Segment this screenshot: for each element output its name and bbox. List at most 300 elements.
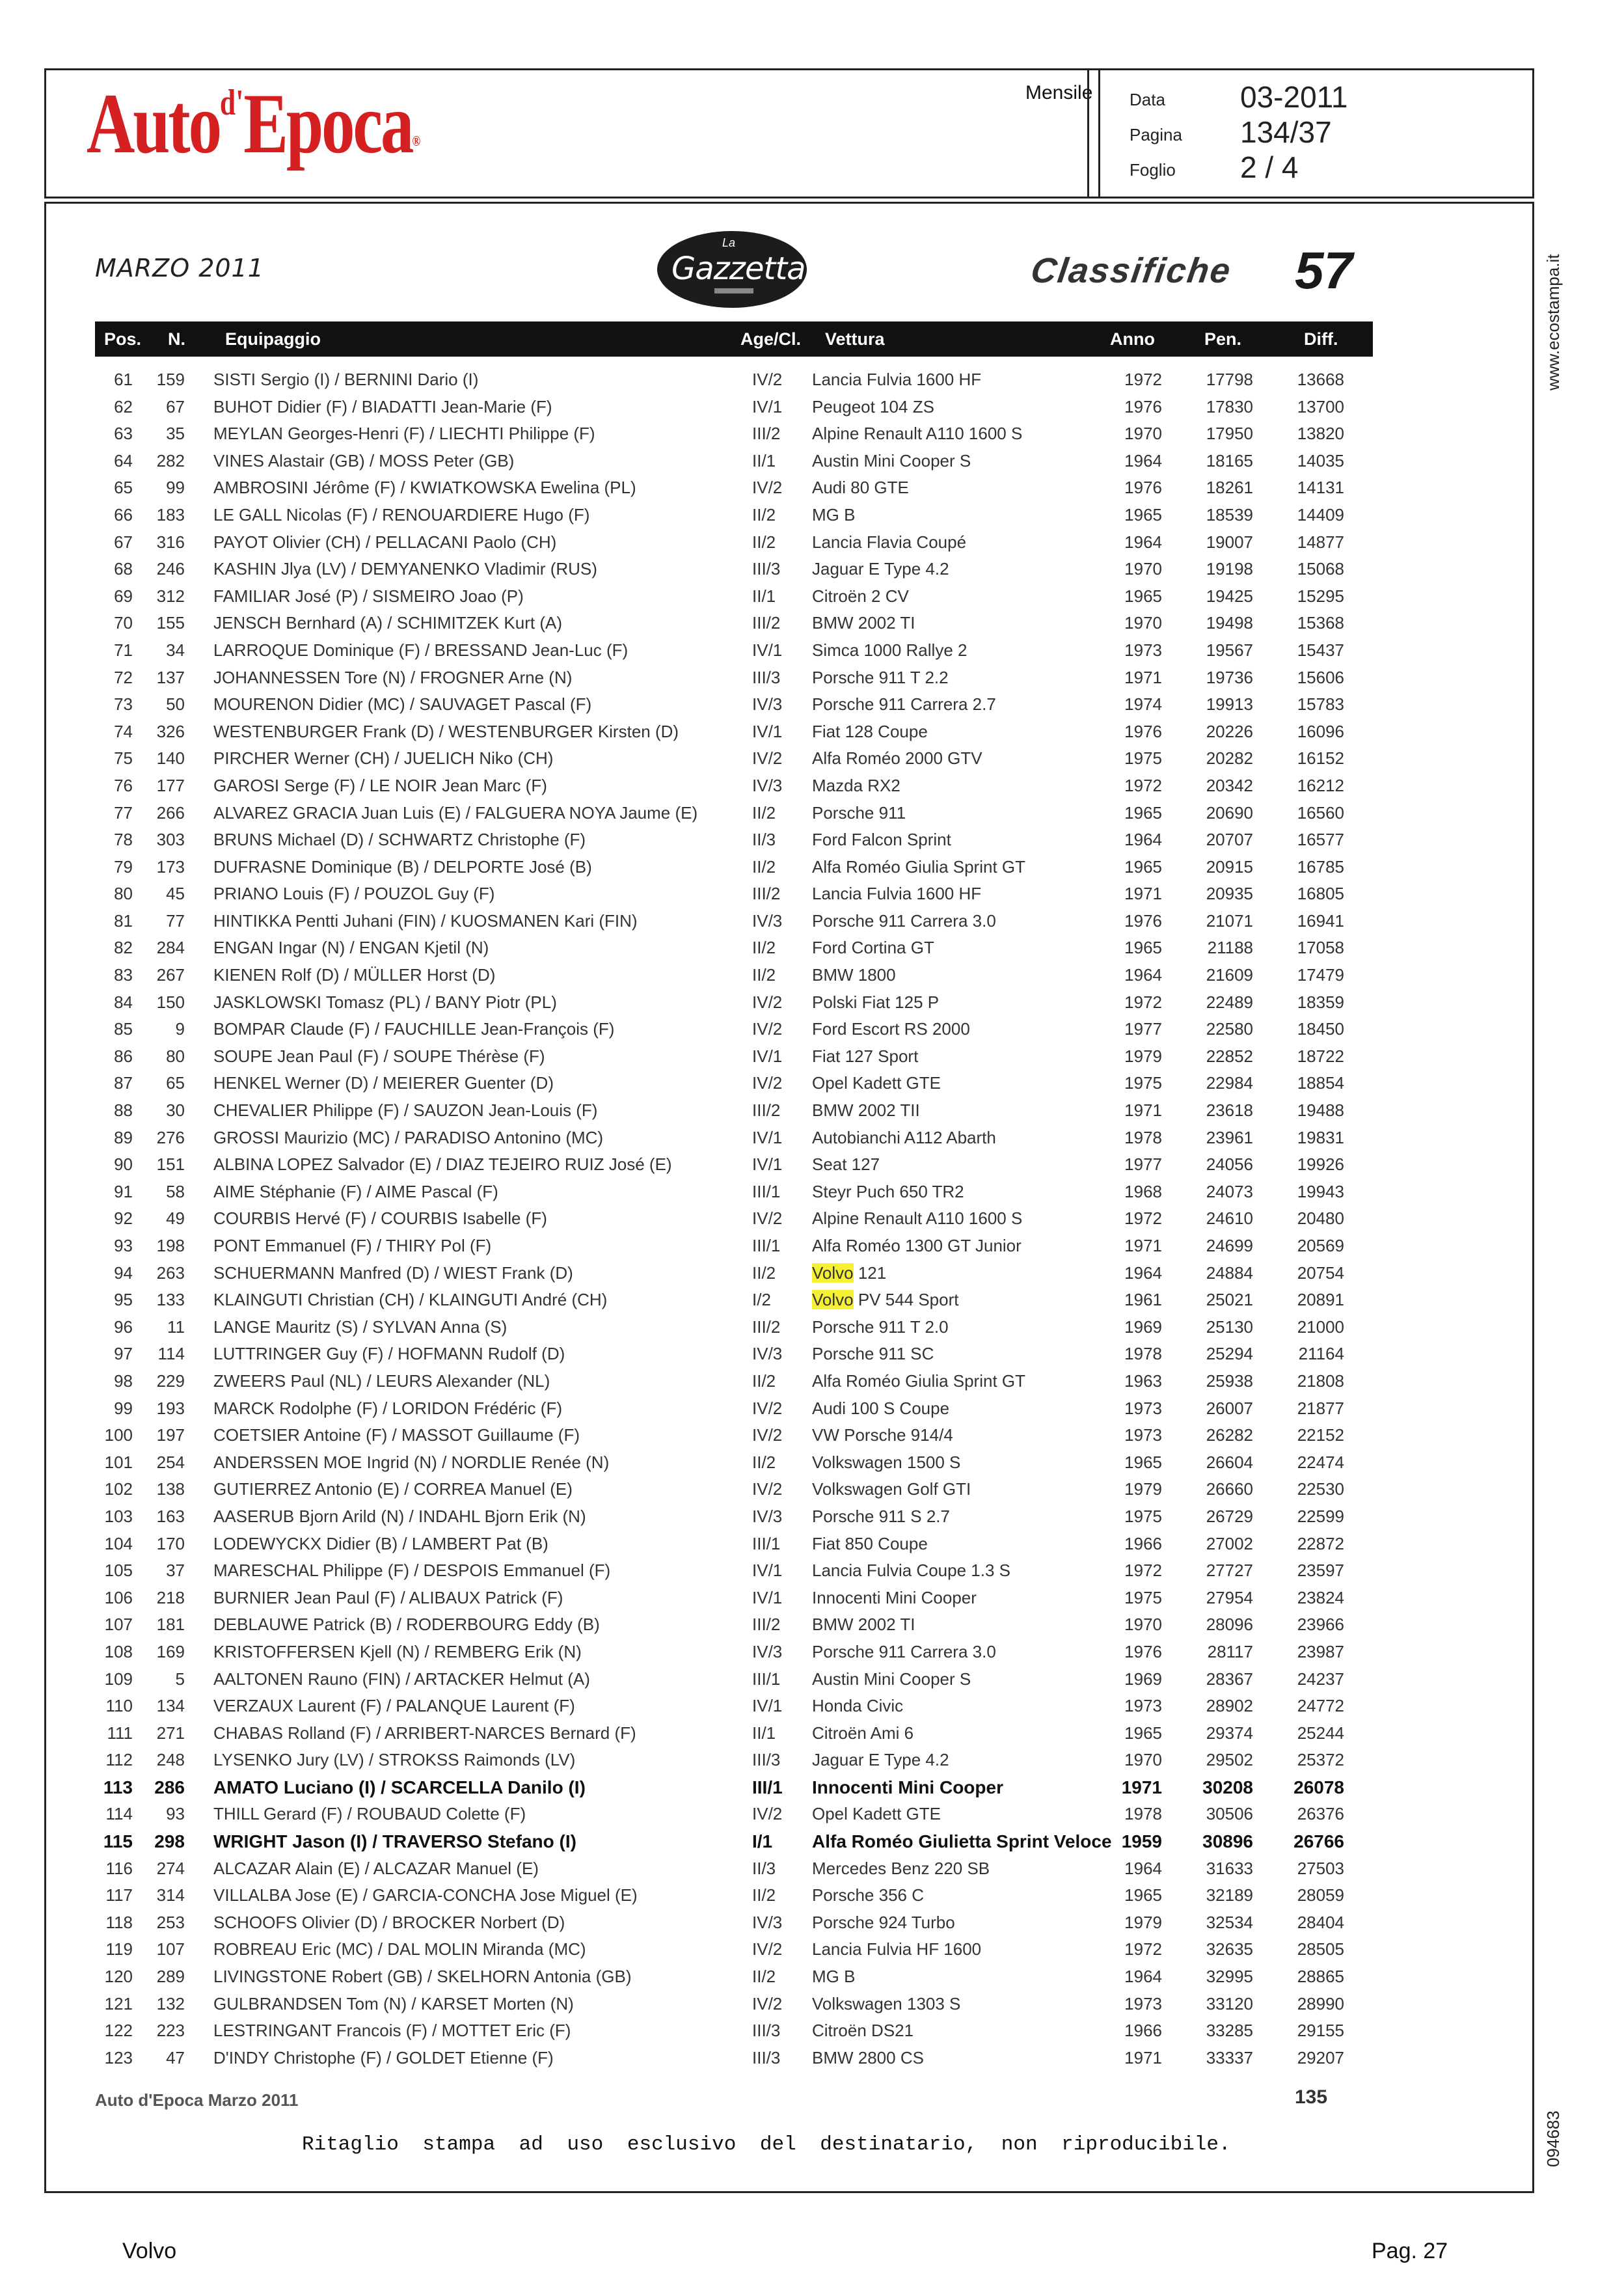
cell-pos: 71 — [114, 640, 133, 660]
cell-number: 37 — [166, 1561, 185, 1581]
cell-year: 1969 — [1124, 1669, 1162, 1689]
cell-car: Porsche 924 Turbo — [812, 1912, 955, 1932]
cell-penalty: 19425 — [1206, 586, 1253, 606]
cell-year: 1975 — [1124, 1587, 1162, 1607]
gazzetta-name: Gazzetta — [671, 251, 805, 287]
cell-penalty: 33337 — [1206, 2047, 1253, 2067]
cell-car: BMW 2800 CS — [812, 2047, 924, 2067]
cell-penalty: 21609 — [1206, 965, 1253, 985]
table-row — [95, 1935, 1373, 1963]
cell-penalty: 18539 — [1206, 504, 1253, 525]
cell-diff: 18359 — [1297, 992, 1344, 1012]
cell-diff: 14035 — [1297, 450, 1344, 471]
cell-number: 298 — [154, 1831, 185, 1852]
cell-penalty: 23961 — [1206, 1127, 1253, 1147]
cell-diff: 14131 — [1297, 478, 1344, 498]
footer-magazine-name: Auto d'Epoca — [95, 2090, 204, 2110]
cell-age-class: IV/3 — [752, 775, 783, 795]
cell-crew: WRIGHT Jason (I) / TRAVERSO Stefano (I) — [213, 1831, 576, 1852]
cell-diff: 22872 — [1297, 1533, 1344, 1553]
cell-pos: 103 — [104, 1506, 133, 1526]
page-value: 134/37 — [1240, 115, 1332, 149]
cell-pos: 65 — [114, 478, 133, 498]
cell-year: 1965 — [1124, 938, 1162, 958]
table-row — [95, 1638, 1373, 1665]
cell-number: 132 — [156, 1993, 185, 2013]
cell-crew: JENSCH Bernhard (A) / SCHIMITZEK Kurt (A) — [213, 613, 562, 633]
cell-year: 1964 — [1124, 532, 1162, 552]
cell-age-class: II/2 — [752, 1371, 776, 1391]
cell-year: 1972 — [1124, 370, 1162, 389]
cell-crew: LIVINGSTONE Robert (GB) / SKELHORN Antonia (GB) — [213, 1967, 632, 1987]
cell-pos: 108 — [104, 1641, 133, 1661]
cell-penalty: 27954 — [1206, 1587, 1253, 1607]
cell-penalty: 24610 — [1206, 1208, 1253, 1229]
cell-pos: 118 — [105, 1912, 133, 1932]
cell-car: Lancia Fulvia Coupe 1.3 S — [812, 1561, 1010, 1581]
cell-year: 1975 — [1124, 748, 1162, 769]
cell-number: 163 — [156, 1506, 185, 1526]
cell-diff: 16577 — [1297, 830, 1344, 850]
cell-penalty: 26007 — [1206, 1398, 1253, 1418]
table-row — [95, 528, 1373, 556]
cell-car: Volkswagen 1500 S — [812, 1452, 961, 1472]
cell-year: 1963 — [1124, 1371, 1162, 1391]
table-row — [95, 1069, 1373, 1097]
cell-age-class: IV/2 — [752, 1019, 783, 1039]
table-row — [95, 1800, 1373, 1827]
cell-number: 140 — [156, 748, 185, 769]
cell-car: Alfa Roméo Giulia Sprint GT — [812, 856, 1026, 877]
cell-number: 65 — [166, 1073, 185, 1093]
cell-penalty: 25938 — [1206, 1371, 1253, 1391]
cell-number: 289 — [156, 1967, 185, 1987]
cell-number: 80 — [166, 1046, 185, 1066]
cell-car: Lancia Flavia Coupé — [812, 532, 967, 552]
cell-penalty: 25021 — [1206, 1290, 1253, 1310]
cell-number: 181 — [156, 1615, 185, 1635]
cell-diff: 15368 — [1297, 613, 1344, 633]
table-row — [95, 555, 1373, 582]
cell-crew: WESTENBURGER Frank (D) / WESTENBURGER Kirsten (D) — [213, 721, 679, 741]
table-row — [95, 880, 1373, 907]
highlighted-brand: Volvo — [812, 1290, 854, 1310]
cell-crew: ALVAREZ GRACIA Juan Luis (E) / FALGUERA NOYA Jaume (E) — [213, 802, 698, 823]
cell-diff: 28059 — [1297, 1885, 1344, 1905]
cell-age-class: IV/2 — [752, 1208, 783, 1229]
cell-car: Fiat 850 Coupe — [812, 1533, 928, 1553]
table-row — [95, 1205, 1373, 1232]
cell-car: Fiat 127 Sport — [812, 1046, 919, 1066]
table-row — [95, 744, 1373, 772]
cell-penalty: 33285 — [1206, 2021, 1253, 2041]
cell-year: 1973 — [1124, 640, 1162, 660]
cell-car: Opel Kadett GTE — [812, 1804, 941, 1824]
cell-number: 114 — [157, 1344, 185, 1364]
cell-diff: 28990 — [1297, 1993, 1344, 2013]
table-row — [95, 1043, 1373, 1070]
cell-year: 1971 — [1124, 667, 1162, 687]
cell-penalty: 26729 — [1206, 1506, 1253, 1526]
cell-year: 1979 — [1124, 1912, 1162, 1932]
cell-crew: ENGAN Ingar (N) / ENGAN Kjetil (N) — [213, 938, 489, 958]
cell-penalty: 30896 — [1202, 1831, 1253, 1852]
cell-pos: 86 — [114, 1046, 133, 1066]
auto-depoca-logo — [87, 75, 421, 171]
cell-diff: 21164 — [1298, 1344, 1344, 1364]
logo-rest: Epoca — [243, 75, 413, 171]
header-divider — [1098, 70, 1100, 198]
cell-car: Jaguar E Type 4.2 — [812, 1750, 949, 1770]
cell-age-class: IV/3 — [752, 1912, 783, 1932]
cell-diff: 19488 — [1297, 1100, 1344, 1121]
cell-pos: 116 — [105, 1858, 133, 1878]
cell-car: Alpine Renault A110 1600 S — [812, 1208, 1023, 1229]
cell-year: 1965 — [1124, 802, 1162, 823]
cell-age-class: IV/3 — [752, 1641, 783, 1661]
cell-number: 99 — [166, 478, 185, 498]
footer-magazine-year: 2011 — [262, 2090, 299, 2110]
table-row — [95, 772, 1373, 799]
cell-year: 1964 — [1124, 450, 1162, 471]
cell-number: 138 — [156, 1479, 185, 1499]
table-row — [95, 989, 1373, 1016]
cell-number: 198 — [156, 1236, 185, 1255]
cell-crew: SCHUERMANN Manfred (D) / WIEST Frank (D) — [213, 1262, 573, 1283]
table-row — [95, 1475, 1373, 1503]
table-row — [95, 934, 1373, 961]
cell-diff: 21808 — [1297, 1371, 1344, 1391]
cell-penalty: 17950 — [1206, 424, 1253, 444]
cell-age-class: IV/2 — [752, 1804, 783, 1824]
cell-number: 253 — [156, 1912, 185, 1932]
cell-diff: 21877 — [1297, 1398, 1344, 1418]
cell-crew: VERZAUX Laurent (F) / PALANQUE Laurent (F) — [213, 1696, 575, 1716]
cell-year: 1966 — [1124, 1533, 1162, 1553]
cell-age-class: II/3 — [752, 830, 776, 850]
sheet-label: Foglio — [1130, 160, 1176, 180]
table-row — [95, 609, 1373, 636]
cell-penalty: 18165 — [1206, 450, 1253, 471]
cell-penalty: 19198 — [1206, 559, 1253, 579]
cell-crew: COURBIS Hervé (F) / COURBIS Isabelle (F) — [213, 1208, 547, 1229]
cell-car: Porsche 911 Carrera 3.0 — [812, 1641, 996, 1661]
cell-age-class: IV/2 — [752, 370, 783, 389]
car-model: 121 — [853, 1262, 887, 1283]
cell-age-class: II/2 — [752, 965, 776, 985]
cell-car: Austin Mini Cooper S — [812, 450, 971, 471]
table-row — [95, 1367, 1373, 1395]
cell-crew: GROSSI Maurizio (MC) / PARADISO Antonino (MC) — [213, 1127, 604, 1147]
cell-age-class: IV/1 — [752, 396, 783, 416]
col-pen: Pen. — [1204, 329, 1242, 349]
cell-diff: 26078 — [1293, 1777, 1344, 1797]
cell-age-class: IV/2 — [752, 1939, 783, 1959]
table-row — [95, 690, 1373, 718]
cell-penalty: 17830 — [1206, 396, 1253, 416]
cell-number: 246 — [156, 559, 185, 579]
side-url — [1543, 221, 1569, 390]
cell-penalty: 19736 — [1206, 667, 1253, 687]
cell-crew: LODEWYCKX Didier (B) / LAMBERT Pat (B) — [213, 1533, 548, 1553]
cell-age-class: II/2 — [752, 1885, 776, 1905]
cell-pos: 83 — [114, 965, 133, 985]
cell-diff: 15068 — [1297, 559, 1344, 579]
cell-pos: 87 — [114, 1073, 133, 1093]
cell-pos: 66 — [114, 504, 133, 525]
footer-magazine-month: Marzo — [208, 2090, 257, 2110]
cell-number: 303 — [156, 830, 185, 850]
table-row — [95, 907, 1373, 935]
cell-number: 193 — [156, 1398, 185, 1418]
date-label: Data — [1130, 90, 1165, 109]
highlighted-brand: Volvo — [812, 1262, 854, 1283]
cell-age-class: III/1 — [752, 1181, 781, 1201]
cell-penalty: 19567 — [1206, 640, 1253, 660]
cell-penalty: 20282 — [1206, 748, 1253, 769]
cell-pos: 123 — [104, 2047, 133, 2067]
cell-number: 263 — [156, 1262, 185, 1283]
cell-year: 1970 — [1124, 559, 1162, 579]
cell-pos: 74 — [114, 721, 133, 741]
table-row — [95, 1449, 1373, 1476]
results-table-header — [95, 321, 1373, 357]
cell-car: Citroën DS21 — [812, 2021, 914, 2041]
cell-penalty: 28096 — [1206, 1615, 1253, 1635]
cell-crew: GUTIERREZ Antonio (E) / CORREA Manuel (E) — [213, 1479, 573, 1499]
cell-diff: 14409 — [1297, 504, 1344, 525]
cell-age-class: IV/1 — [752, 1154, 783, 1175]
cell-pos: 122 — [104, 2021, 133, 2041]
page-label: Pagina — [1130, 125, 1182, 144]
cell-number: 30 — [166, 1100, 185, 1121]
cell-pos: 120 — [104, 1967, 133, 1987]
cell-penalty: 20707 — [1206, 830, 1253, 850]
cell-car: Ford Escort RS 2000 — [812, 1019, 970, 1039]
cell-number: 169 — [156, 1641, 185, 1661]
cell-crew: FAMILIAR José (P) / SISMEIRO Joao (P) — [213, 586, 524, 606]
cell-diff: 28404 — [1297, 1912, 1344, 1932]
cell-car: Audi 80 GTE — [812, 478, 909, 498]
cell-year: 1969 — [1124, 1317, 1162, 1337]
cell-pos: 85 — [114, 1019, 133, 1039]
cell-diff: 22152 — [1297, 1425, 1344, 1445]
col-car: Vettura — [825, 329, 885, 349]
table-row — [95, 1584, 1373, 1611]
header-divider — [1087, 70, 1089, 198]
cell-car: Peugeot 104 ZS — [812, 396, 934, 416]
cell-diff: 13700 — [1297, 396, 1344, 416]
cell-age-class: II/2 — [752, 1967, 776, 1987]
cell-diff: 25372 — [1297, 1750, 1344, 1770]
cell-penalty: 18261 — [1206, 478, 1253, 498]
cell-diff: 28505 — [1297, 1939, 1344, 1959]
document-label: Volvo — [122, 2239, 177, 2263]
cell-number: 107 — [156, 1939, 185, 1959]
cell-car: Opel Kadett GTE — [812, 1073, 941, 1093]
cell-pos: 107 — [104, 1615, 133, 1635]
cell-pos: 62 — [114, 396, 133, 416]
cell-pos: 117 — [105, 1885, 133, 1905]
cell-crew: D'INDY Christophe (F) / GOLDET Etienne (F) — [213, 2047, 554, 2067]
cell-year: 1978 — [1124, 1127, 1162, 1147]
cell-year: 1976 — [1124, 910, 1162, 931]
cell-diff: 26766 — [1293, 1831, 1344, 1852]
cell-crew: LE GALL Nicolas (F) / RENOUARDIERE Hugo (F) — [213, 504, 590, 525]
cell-car: BMW 2002 TII — [812, 1100, 920, 1121]
table-row — [95, 961, 1373, 989]
cell-year: 1972 — [1124, 1208, 1162, 1229]
cell-number: 271 — [156, 1723, 185, 1743]
cell-penalty: 22489 — [1206, 992, 1253, 1012]
cell-diff: 22474 — [1297, 1452, 1344, 1472]
col-year: Anno — [1110, 329, 1155, 349]
cell-age-class: III/2 — [752, 613, 781, 633]
cell-number: 159 — [156, 370, 185, 389]
cell-diff: 20754 — [1297, 1262, 1344, 1283]
cell-diff: 13820 — [1297, 424, 1344, 444]
cell-number: 316 — [156, 532, 185, 552]
cell-crew: GULBRANDSEN Tom (N) / KARSET Morten (N) — [213, 1993, 574, 2013]
cell-age-class: III/2 — [752, 1317, 781, 1337]
date-value: 03-2011 — [1240, 80, 1348, 114]
cell-number: 248 — [156, 1750, 185, 1770]
cell-diff: 15606 — [1297, 667, 1344, 687]
cell-year: 1977 — [1124, 1154, 1162, 1175]
table-row — [95, 1395, 1373, 1422]
cell-car: Autobianchi A112 Abarth — [812, 1127, 996, 1147]
cell-car: Ford Falcon Sprint — [812, 830, 951, 850]
cell-number: 11 — [167, 1317, 185, 1337]
table-row — [95, 1286, 1373, 1313]
cell-crew: BUHOT Didier (F) / BIADATTI Jean-Marie (F) — [213, 396, 552, 416]
cell-car: MG B — [812, 1967, 856, 1987]
cell-year: 1966 — [1124, 2021, 1162, 2041]
cell-age-class: II/2 — [752, 938, 776, 958]
cell-crew: SCHOOFS Olivier (D) / BROCKER Norbert (D) — [213, 1912, 565, 1932]
cell-diff: 24237 — [1297, 1669, 1344, 1689]
cell-penalty: 20935 — [1206, 884, 1253, 904]
cell-car: VW Porsche 914/4 — [812, 1425, 953, 1445]
cell-diff: 17479 — [1297, 965, 1344, 985]
cell-penalty: 25130 — [1206, 1317, 1253, 1337]
cell-pos: 90 — [114, 1154, 133, 1175]
cell-pos: 105 — [104, 1561, 133, 1581]
table-row — [95, 366, 1373, 393]
cell-year: 1970 — [1124, 1615, 1162, 1635]
cell-age-class: II/2 — [752, 1262, 776, 1283]
logo-registered: ® — [412, 133, 421, 149]
cell-year: 1970 — [1124, 1750, 1162, 1770]
cell-year: 1965 — [1124, 504, 1162, 525]
cell-crew: LUTTRINGER Guy (F) / HOFMANN Rudolf (D) — [213, 1344, 565, 1364]
section-title: Classifiche — [1028, 251, 1234, 290]
cell-year: 1959 — [1121, 1831, 1162, 1852]
cell-pos: 80 — [114, 884, 133, 904]
cell-car: Citroën Ami 6 — [812, 1723, 914, 1743]
cell-age-class: IV/2 — [752, 1073, 783, 1093]
cell-diff: 22599 — [1297, 1506, 1344, 1526]
cell-penalty: 22984 — [1206, 1073, 1253, 1093]
cell-age-class: IV/2 — [752, 478, 783, 498]
cell-diff: 23987 — [1297, 1641, 1344, 1661]
table-row — [95, 1665, 1373, 1693]
table-row — [95, 1340, 1373, 1367]
cell-car: Porsche 911 — [812, 802, 906, 823]
cell-crew: THILL Gerard (F) / ROUBAUD Colette (F) — [213, 1804, 526, 1824]
cell-crew: JOHANNESSEN Tore (N) / FROGNER Arne (N) — [213, 667, 573, 687]
cell-diff: 16096 — [1297, 721, 1344, 741]
magazine-page-number: 57 — [1295, 241, 1353, 299]
cell-number: 284 — [156, 938, 185, 958]
cell-age-class: IV/1 — [752, 1127, 783, 1147]
table-row — [95, 474, 1373, 501]
cell-pos: 121 — [104, 1993, 133, 2013]
col-crew: Equipaggio — [225, 329, 321, 349]
cell-car: Honda Civic — [812, 1696, 904, 1716]
cell-diff: 13668 — [1297, 370, 1344, 389]
cell-age-class: IV/3 — [752, 1344, 783, 1364]
table-row — [95, 1773, 1373, 1801]
cell-age-class: IV/2 — [752, 1479, 783, 1499]
cell-age-class: III/1 — [752, 1777, 783, 1797]
cell-diff: 14877 — [1297, 532, 1344, 552]
cell-penalty: 22852 — [1206, 1046, 1253, 1066]
cell-pos: 94 — [114, 1262, 133, 1283]
cell-car: Fiat 128 Coupe — [812, 721, 928, 741]
cell-car: Porsche 911 S 2.7 — [812, 1506, 950, 1526]
cell-number: 58 — [166, 1181, 185, 1201]
cell-age-class: II/1 — [752, 586, 776, 606]
table-row — [95, 1855, 1373, 1882]
cell-diff: 24772 — [1297, 1696, 1344, 1716]
cell-crew: ALBINA LOPEZ Salvador (E) / DIAZ TEJEIRO RUIZ José (E) — [213, 1154, 672, 1175]
logo-main: Auto — [87, 75, 220, 171]
cell-number: 173 — [156, 856, 185, 877]
cell-pos: 102 — [104, 1479, 133, 1499]
cell-diff: 18854 — [1297, 1073, 1344, 1093]
table-row — [95, 1611, 1373, 1638]
cell-car: Mercedes Benz 220 SB — [812, 1858, 990, 1878]
cell-car: Lancia Fulvia HF 1600 — [812, 1939, 982, 1959]
cell-penalty: 24884 — [1206, 1262, 1253, 1283]
cell-car: Alfa Roméo 2000 GTV — [812, 748, 982, 769]
cell-diff: 16785 — [1297, 856, 1344, 877]
cell-crew: HINTIKKA Pentti Juhani (FIN) / KUOSMANEN Kari (FIN) — [213, 910, 638, 931]
cell-number: 93 — [166, 1804, 185, 1824]
cell-number: 151 — [156, 1154, 185, 1175]
cell-pos: 114 — [105, 1804, 133, 1824]
cell-crew: PONT Emmanuel (F) / THIRY Pol (F) — [213, 1236, 492, 1255]
cell-crew: AIME Stéphanie (F) / AIME Pascal (F) — [213, 1181, 498, 1201]
cell-number: 312 — [156, 586, 185, 606]
cell-car: Porsche 356 C — [812, 1885, 924, 1905]
cell-year: 1970 — [1124, 613, 1162, 633]
cell-crew: LANGE Mauritz (S) / SYLVAN Anna (S) — [213, 1317, 508, 1337]
cell-crew: SOUPE Jean Paul (F) / SOUPE Thérèse (F) — [213, 1046, 545, 1066]
cell-year: 1964 — [1124, 965, 1162, 985]
cell-age-class: III/1 — [752, 1236, 781, 1255]
cell-penalty: 19498 — [1206, 613, 1253, 633]
cell-penalty: 17798 — [1206, 370, 1253, 389]
cell-diff: 19926 — [1297, 1154, 1344, 1175]
cell-diff: 23597 — [1297, 1561, 1344, 1581]
cell-crew: MARCK Rodolphe (F) / LORIDON Frédéric (F) — [213, 1398, 562, 1418]
cell-penalty: 33120 — [1206, 1993, 1253, 2013]
cell-car — [812, 1263, 886, 1283]
table-row — [95, 1692, 1373, 1719]
cell-year: 1976 — [1124, 478, 1162, 498]
